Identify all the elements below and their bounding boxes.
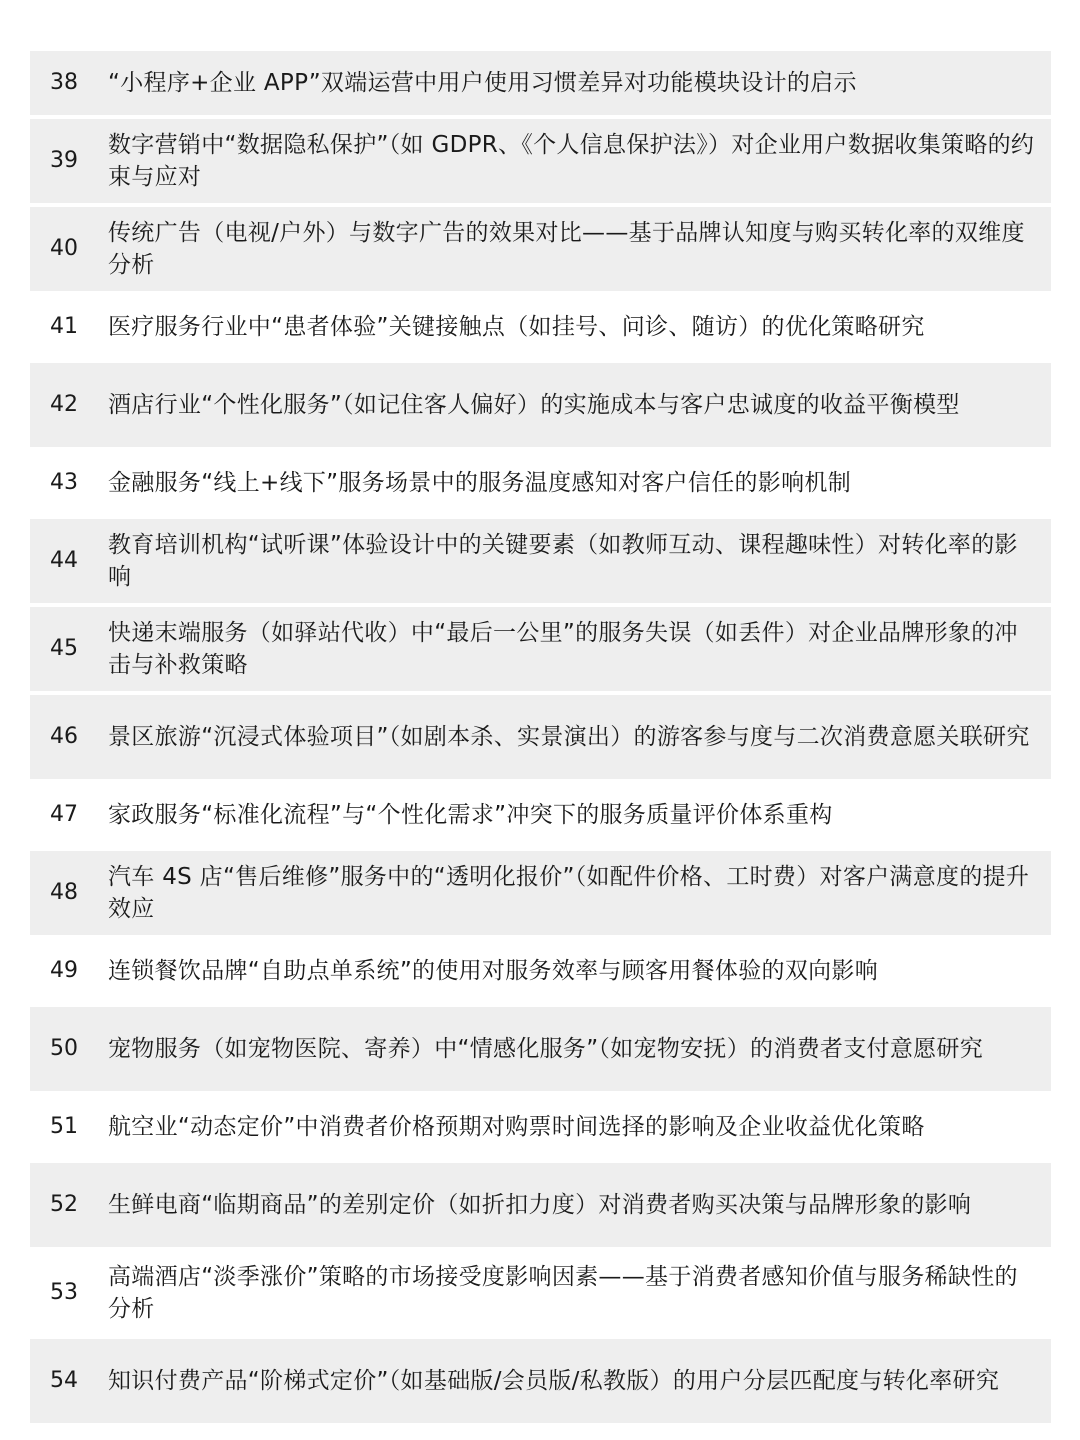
table-row [30,695,1051,779]
table-row [30,1251,1051,1335]
row-number: 41 [50,314,78,339]
table-row [30,1095,1051,1159]
table-row [30,939,1051,1003]
row-topic: 高端酒店“淡季涨价”策略的市场接受度影响因素——基于消费者感知价值与服务稀缺性的分析 [108,1264,1018,1322]
table-row [30,51,1051,115]
table-row [30,783,1051,847]
table-row [30,363,1051,447]
row-number: 47 [50,802,78,827]
row-number: 45 [50,636,78,661]
row-number: 49 [50,958,78,983]
table-row [30,851,1051,935]
row-topic: 快递末端服务（如驿站代收）中“最后一公里”的服务失误（如丢件）对企业品牌形象的冲击与补救策略 [108,620,1018,678]
table-row [30,519,1051,603]
row-number: 53 [50,1280,78,1305]
table-row [30,295,1051,359]
row-topic: 生鲜电商“临期商品”的差别定价（如折扣力度）对消费者购买决策与品牌形象的影响 [108,1192,972,1218]
row-number: 39 [50,148,78,173]
table-row [30,1163,1051,1247]
table-row [30,119,1051,203]
row-topic: 连锁餐饮品牌“自助点单系统”的使用对服务效率与顾客用餐体验的双向影响 [108,958,879,984]
row-number: 38 [50,70,78,95]
row-number: 43 [50,470,78,495]
table-row [30,207,1051,291]
row-topic: 数字营销中“数据隐私保护”（如 GDPR、《个人信息保护法》）对企业用户数据收集策略的约束与应对 [108,132,1035,190]
row-topic: 医疗服务行业中“患者体验”关键接触点（如挂号、问诊、随访）的优化策略研究 [108,314,925,340]
row-number: 42 [50,392,78,417]
row-topic: 家政服务“标准化流程”与“个性化需求”冲突下的服务质量评价体系重构 [108,802,833,828]
row-topic: 金融服务“线上+线下”服务场景中的服务温度感知对客户信任的影响机制 [108,470,852,496]
row-topic: 景区旅游“沉浸式体验项目”（如剧本杀、实景演出）的游客参与度与二次消费意愿关联研究 [108,724,1030,750]
row-number: 48 [50,880,78,905]
table-row [30,451,1051,515]
row-topic: “小程序+企业 APP”双端运营中用户使用习惯差异对功能模块设计的启示 [108,70,857,96]
row-topic: 航空业“动态定价”中消费者价格预期对购票时间选择的影响及企业收益优化策略 [108,1114,925,1140]
table-row [30,1007,1051,1091]
row-topic: 酒店行业“个性化服务”（如记住客人偏好）的实施成本与客户忠诚度的收益平衡模型 [108,392,960,418]
topic-table [30,51,1051,1427]
row-topic: 传统广告（电视/户外）与数字广告的效果对比——基于品牌认知度与购买转化率的双维度分析 [108,220,1025,278]
row-number: 50 [50,1036,78,1061]
table-row [30,607,1051,691]
row-topic: 教育培训机构“试听课”体验设计中的关键要素（如教师互动、课程趣味性）对转化率的影响 [108,532,1018,590]
row-number: 44 [50,548,78,573]
row-topic: 汽车 4S 店“售后维修”服务中的“透明化报价”（如配件价格、工时费）对客户满意度的提升效应 [108,864,1030,922]
row-number: 52 [50,1192,78,1217]
table-row [30,1339,1051,1423]
row-number: 46 [50,724,78,749]
row-number: 40 [50,236,78,261]
row-number: 54 [50,1368,78,1393]
row-number: 51 [50,1114,78,1139]
row-topic: 知识付费产品“阶梯式定价”（如基础版/会员版/私教版）的用户分层匹配度与转化率研究 [108,1368,1000,1394]
row-topic: 宠物服务（如宠物医院、寄养）中“情感化服务”（如宠物安抚）的消费者支付意愿研究 [108,1036,984,1062]
